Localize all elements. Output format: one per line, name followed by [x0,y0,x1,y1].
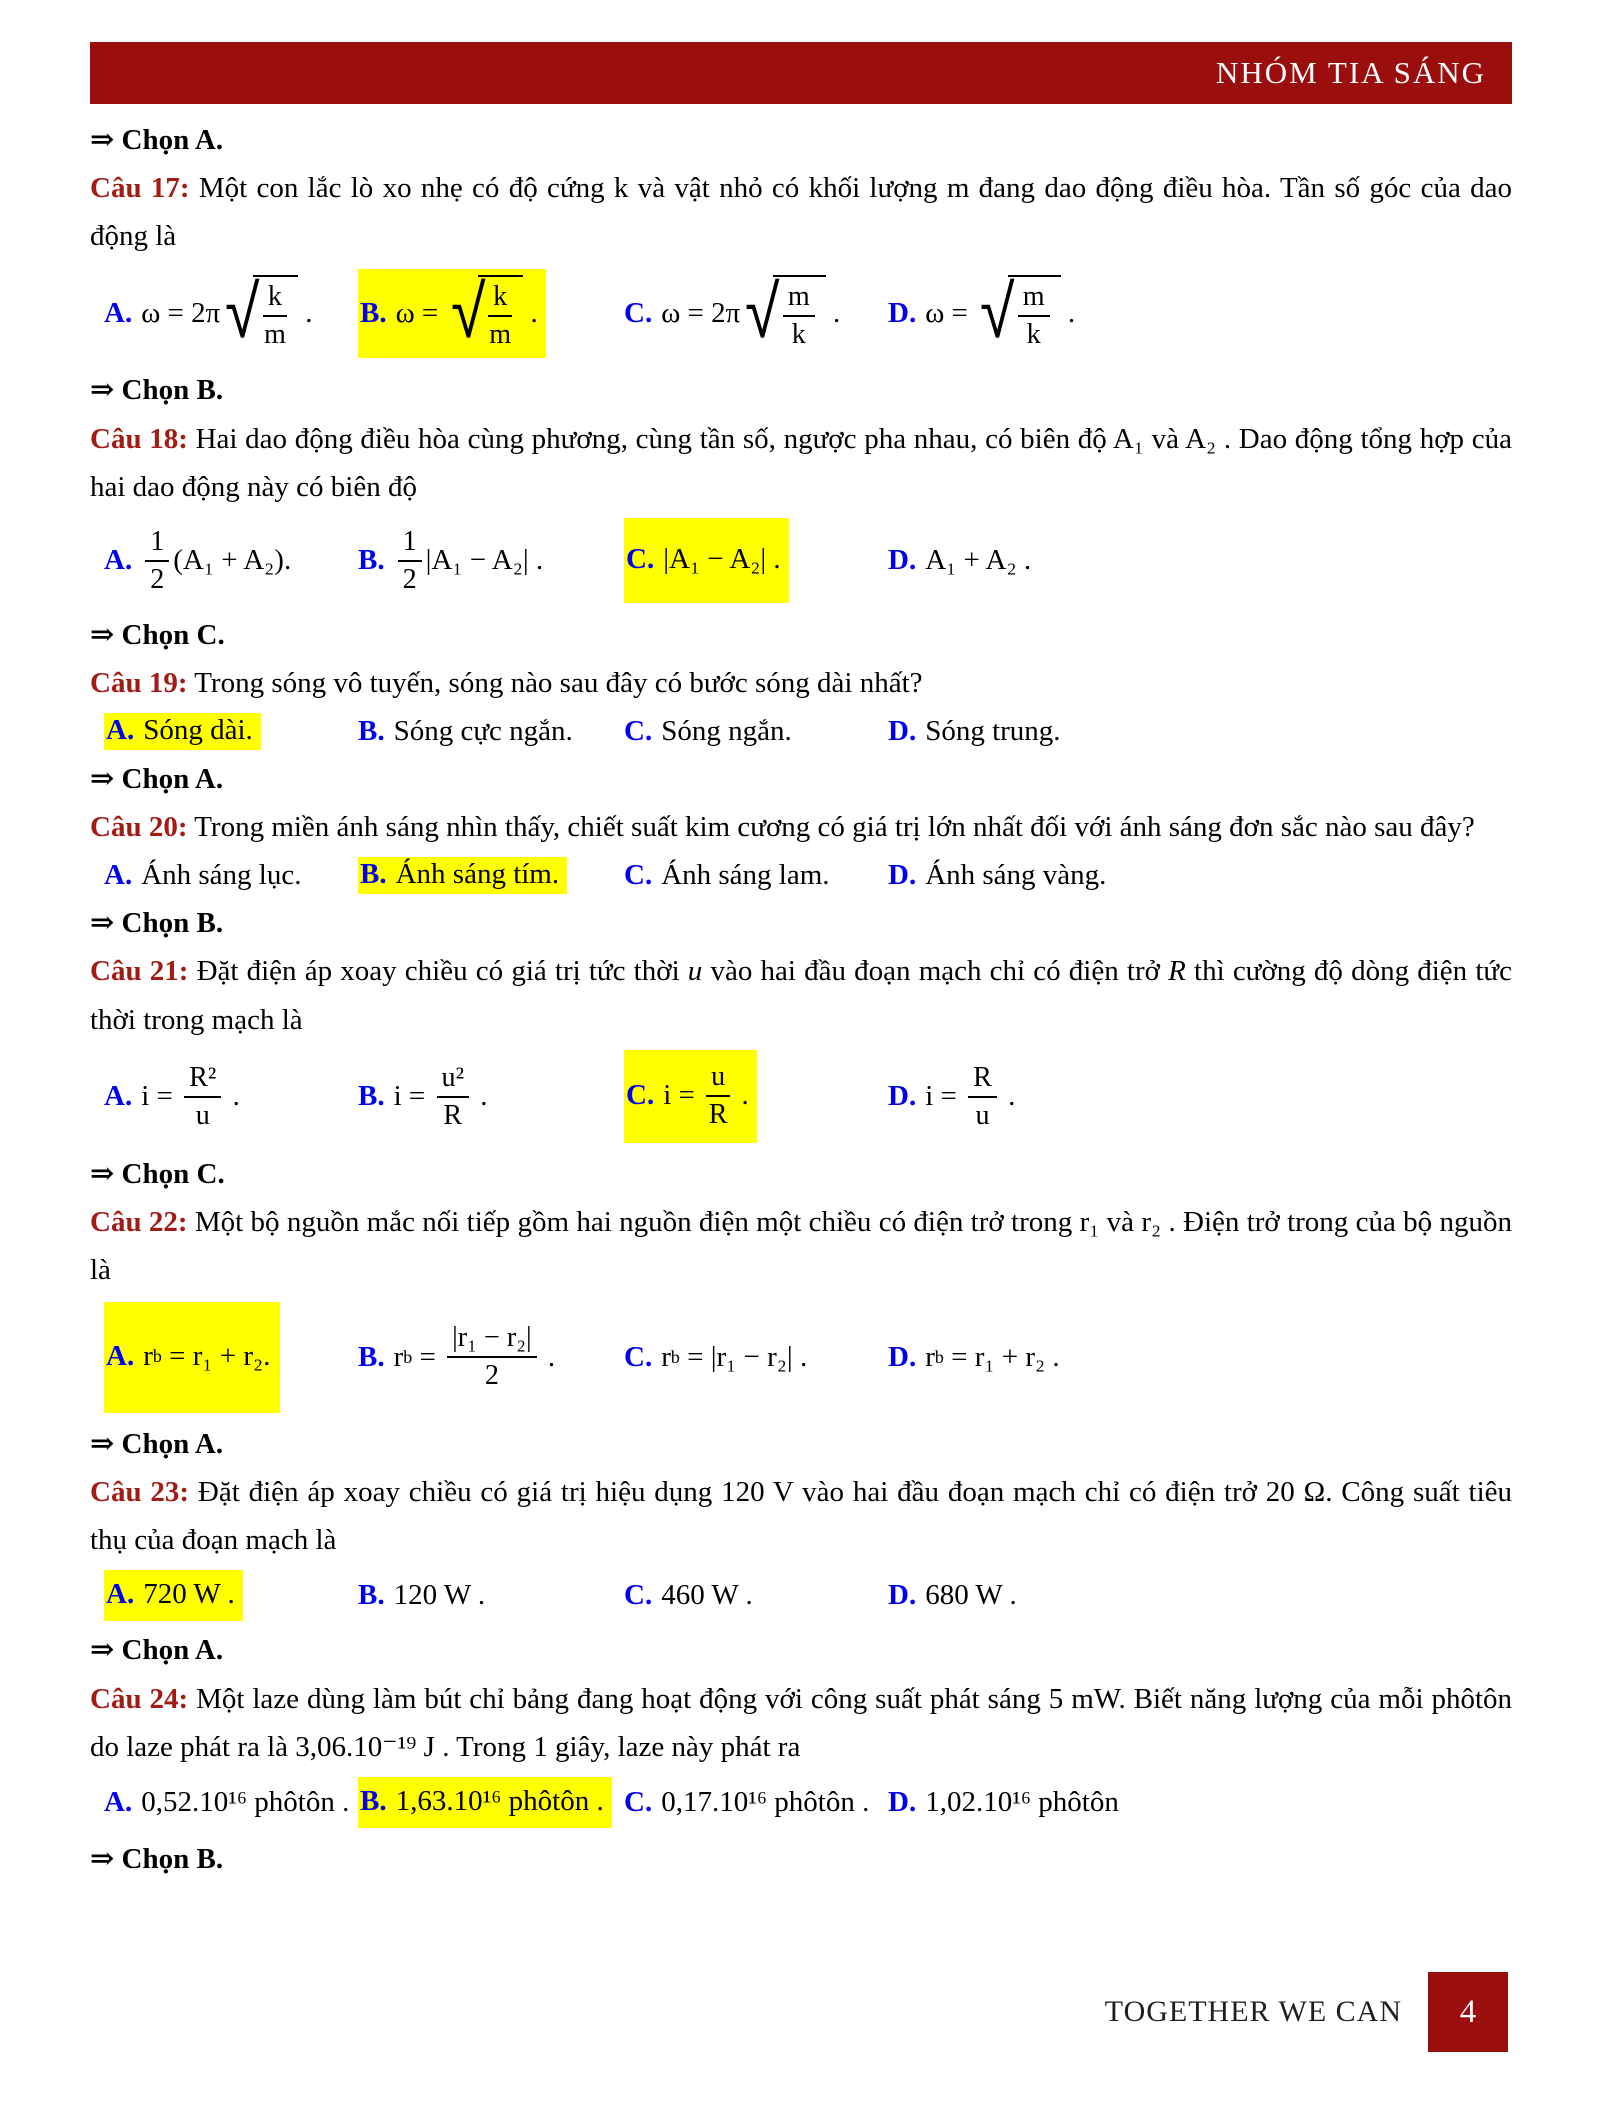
answer-line-q20: ⇒ Chọn B. [90,907,224,940]
option-letter: D. [888,1786,917,1819]
option-letter: C. [624,296,653,329]
option-letter: B. [360,857,387,890]
option-17-d: D. ω = √ $\frac{m}{k}$ . [888,269,1076,356]
option-letter: A. [104,544,133,577]
fraction: $\frac{1}{2}$ [145,525,169,597]
option-letter: D. [888,544,917,577]
option-letter: B. [358,714,385,747]
question-24 [90,1675,1512,1883]
question-18-text [90,415,1512,511]
question-22-text [90,1198,1512,1294]
question-21 [90,947,1512,1197]
option-letter: D. [888,1340,917,1373]
option-22-b: B. r b = $\frac{\text{|r₁ − r₂|}}{2}$ . [358,1322,556,1391]
option-18-a: A. $\frac{1}{2}$ (A₁ + A₂). [104,526,292,595]
option-letter: D. [888,714,917,747]
option-letter: B. [358,1340,385,1373]
fraction: $\frac{m}{k}$ [1018,280,1050,352]
question-22-label: Câu 22: [90,1205,188,1238]
option-letter: A. [104,1080,133,1113]
highlighted-answer: C. i = $\frac{u}{R}$ . [624,1050,757,1144]
option-19-a [104,713,358,750]
option-19-d: D. Sóng trung. [888,714,1061,747]
option-21-c [624,1050,888,1144]
highlighted-answer: A. r b = r₁ + r₂. [104,1302,280,1413]
answer-line-q23: ⇒ Chọn A. [90,1634,224,1667]
option-18-c [624,518,888,603]
option-20-a: A. Ánh sáng lục. [104,858,302,891]
answer-line-q21: ⇒ Chọn C. [90,1157,225,1190]
fraction: $\frac{k}{m}$ [489,281,512,350]
option-18-d: D. A₁ + A₂ . [888,544,1032,577]
option-23-d: D. 680 W . [888,1578,1017,1611]
question-17-label: Câu 17: [90,172,190,205]
answer-line-q22: ⇒ Chọn A. [90,1428,224,1460]
option-22-a [104,1302,358,1413]
option-17-a: A. ω = 2π √ $\frac{k}{m}$ . [104,269,313,356]
fraction: $\frac{\text{u²}}{R}$ [437,1061,470,1133]
answer-line-q17: ⇒ Chọn B. [90,374,224,407]
option-23-c: C. 460 W . [624,1578,753,1611]
question-19-label: Câu 19: [90,666,188,699]
option-21-d: D. i = $\frac{R}{u}$ . [888,1061,1016,1131]
question-23-body: Đặt điện áp xoay chiều có giá trị hiệu dụng 120 V vào hai đầu đoạn mạch chỉ có điện trở 20 Ω. Công suất tiêu thụ của đoạn mạch là [90,1476,1512,1557]
question-20-label: Câu 20: [90,811,188,844]
question-19 [90,659,1512,803]
highlighted-answer: C. |A₁ − A₂| . [624,518,789,603]
option-letter: C. [624,858,653,891]
option-17-c: C. ω = 2π √ $\frac{m}{k}$ . [624,269,841,356]
highlighted-answer: A. Sóng dài. [104,713,261,750]
footer [1105,1972,1508,2052]
question-20-text [90,803,1512,851]
option-letter: A. [104,1786,133,1819]
question-23-options [104,1564,1512,1626]
question-22 [90,1198,1512,1468]
option-letter: D. [888,296,917,329]
variable-R: R [1168,955,1186,988]
question-17 [90,164,1512,414]
option-18-b: B. $\frac{1}{2}$ |A₁ − A₂| . [358,526,544,595]
option-letter: C. [624,1578,653,1611]
fraction: $\frac{\text{R²}}{u}$ [184,1061,221,1133]
question-18-body: Hai dao động điều hòa cùng phương, cùng tần số, ngược pha nhau, có biên độ A₁ và A₂ . Dao động tổng hợp của hai dao động này có biên độ [90,422,1512,503]
option-24-a: A. 0,52.10¹⁶ phôtôn . [104,1786,350,1819]
option-letter: A. [106,1577,135,1610]
option-letter: C. [624,714,653,747]
question-21-text: Câu 21: Đặt điện áp xoay chiều có giá trị tức thời u vào hai đầu đoạn mạch chỉ có điện trở R thì cường độ dòng điện tức thời trong mạch là [90,955,1512,1036]
option-letter: A. [106,1339,135,1372]
option-letter: B. [360,296,387,329]
question-20 [90,803,1512,947]
option-letter: B. [358,1080,385,1113]
option-17-b [358,269,624,358]
page-number: 4 [1459,1993,1477,2030]
question-22-options [104,1294,1512,1420]
question-20-body: Trong miền ánh sáng nhìn thấy, chiết suất kim cương có giá trị lớn nhất đối với ánh sáng đơn sắc nào sau đây? [187,811,1475,844]
question-22-body: Một bộ nguồn mắc nối tiếp gồm hai nguồn điện một chiều có điện trở trong r₁ và r₂ . Điện trở trong của bộ nguồn là [90,1205,1512,1286]
question-24-options [104,1771,1512,1835]
option-letter: B. [360,1785,387,1818]
option-20-d: D. Ánh sáng vàng. [888,858,1107,891]
fraction: $\frac{u}{R}$ [706,1060,730,1132]
question-20-options [104,851,1512,899]
option-23-a [104,1570,358,1621]
answer-line-q18: ⇒ Chọn C. [90,618,225,651]
question-21-options [104,1044,1512,1150]
footer-motto: TOGETHER WE CAN [1104,1995,1402,2028]
page-number-box [1428,1972,1508,2052]
option-letter: B. [358,1578,385,1611]
answer-line-q24: ⇒ Chọn B. [90,1842,224,1875]
fraction: $\frac{k}{m}$ [263,281,286,350]
option-22-c: C. r b = |r₁ − r₂| . [624,1340,808,1373]
question-24-body: Một laze dùng làm bút chỉ bảng đang hoạt động với công suất phát sáng 5 mW. Biết năng lượng của mỗi phôtôn do laze phát ra là 3,06.10⁻¹⁹ J . Trong 1 giây, laze này phát ra [90,1682,1513,1763]
option-letter: D. [888,858,917,891]
page-content [90,104,1512,1883]
header-bar [90,42,1512,104]
option-letter: C. [624,1340,653,1373]
question-17-body: Một con lắc lò xo nhẹ có độ cứng k và vật nhỏ có khối lượng m đang dao động điều hòa. Tần số góc của dao động là [90,172,1512,253]
option-letter: A. [106,713,135,746]
question-17-text [90,164,1512,260]
option-23-b: B. 120 W . [358,1578,486,1611]
question-24-label: Câu 24: [90,1682,189,1715]
sqrt-expression [222,269,298,356]
question-18-options [104,511,1512,611]
highlighted-answer: A. 720 W . [104,1570,243,1621]
option-22-d: D. r b = r₁ + r₂ . [888,1340,1060,1373]
question-17-options [104,260,1512,366]
option-24-d: D. 1,02.10¹⁶ phôtôn [888,1786,1119,1819]
fraction: $\frac{1}{2}$ [398,525,422,597]
option-letter: D. [888,1080,917,1113]
question-24-text [90,1675,1512,1771]
header-title: NHÓM TIA SÁNG [1215,55,1486,90]
highlighted-answer: B. ω = √ $\frac{k}{m}$ . [358,269,546,358]
question-19-body: Trong sóng vô tuyến, sóng nào sau đây có bước sóng dài nhất? [187,666,923,699]
radical-icon: √ [225,269,260,356]
option-24-c: C. 0,17.10¹⁶ phôtôn . [624,1786,870,1819]
question-23 [90,1468,1512,1674]
fraction: $\frac{\text{|r₁ − r₂|}}{2}$ [447,1321,537,1393]
question-21-label: Câu 21: [90,955,189,988]
option-letter: A. [104,858,133,891]
answer-line-q16: ⇒ Chọn A. [90,124,224,156]
option-letter: A. [104,296,133,329]
option-20-b [358,857,624,894]
answer-line-q19: ⇒ Chọn A. [90,763,224,795]
option-20-c: C. Ánh sáng lam. [624,858,830,891]
fraction: $\frac{R}{u}$ [968,1061,997,1133]
question-18 [90,415,1512,659]
option-21-a: A. i = $\frac{\text{R²}}{u}$ . [104,1061,240,1131]
option-19-c: C. Sóng ngắn. [624,714,792,747]
variable-u: u [687,955,703,988]
highlighted-answer: B. Ánh sáng tím. [358,857,567,894]
radical-icon: √ [745,269,780,356]
question-23-label: Câu 23: [90,1476,190,1509]
option-letter: C. [624,1786,653,1819]
sqrt-expression [977,269,1060,356]
question-18-label: Câu 18: [90,422,188,455]
option-letter: B. [358,544,385,577]
sqrt-expression [448,269,524,356]
fraction: $\frac{m}{k}$ [783,280,815,352]
option-19-b: B. Sóng cực ngắn. [358,714,573,747]
sqrt-expression [742,269,825,356]
question-19-options [104,707,1512,755]
option-letter: C. [626,543,655,576]
option-24-b [358,1777,624,1828]
option-21-b: B. i = $\frac{\text{u²}}{R}$ . [358,1061,488,1131]
radical-icon: √ [980,269,1015,356]
question-23-text [90,1468,1512,1564]
option-letter: C. [626,1079,655,1112]
radical-icon: √ [450,269,486,356]
highlighted-answer: B. 1,63.10¹⁶ phôtôn . [358,1777,612,1828]
option-letter: D. [888,1578,917,1611]
question-19-text [90,659,1512,707]
